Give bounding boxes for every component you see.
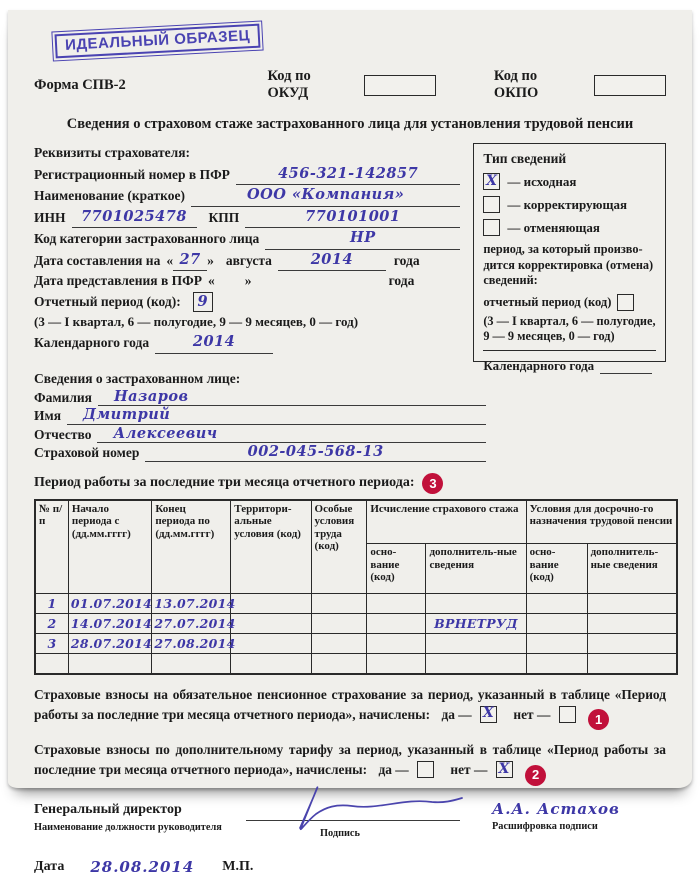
col-header-special: Особые условия труда (код) xyxy=(311,500,367,594)
patronymic-label: Отчество xyxy=(34,426,92,442)
calendar-year-field: 2014 xyxy=(155,332,273,354)
snils-field: 002-045-568-13 xyxy=(145,443,486,462)
insured-section xyxy=(34,370,486,462)
reg-number-field: 456-321-142857 xyxy=(236,164,460,186)
panel-report-period-box xyxy=(617,294,634,311)
panel-calendar-label: Календарного года xyxy=(483,357,595,373)
form-paper xyxy=(8,10,692,876)
surname-line xyxy=(34,388,486,407)
date-row xyxy=(34,859,666,875)
submitted-date-label: Дата представления в ПФР xyxy=(34,273,202,288)
report-period-hint: (3 — I квартал, 6 — полугодие, 9 — 9 месяцев, 0 — год) xyxy=(34,314,359,329)
reg-number-label: Регистрационный номер в ПФР xyxy=(34,166,230,182)
col-header-end: Конец периода по (дд.мм.гггг) xyxy=(152,500,231,594)
calendar-year-line xyxy=(34,332,460,354)
col-header-start: Начало периода с (дд.мм.гггг) xyxy=(68,500,151,594)
signature-scribble xyxy=(286,772,476,832)
panel-report-period-label: отчетный период (код) xyxy=(483,294,612,309)
category-label: Код категории застрахованного лица xyxy=(34,231,260,246)
correction-note: период, за который произво-дится корректировка (отмена) сведений: xyxy=(483,242,654,287)
report-period-line xyxy=(34,292,460,313)
work-table-title-row xyxy=(34,473,666,494)
group-header-calc: Исчисление страхового стажа xyxy=(367,500,526,544)
panel-calendar-line xyxy=(483,350,656,374)
inn-field: 7701025478 xyxy=(72,207,197,229)
insurer-section xyxy=(34,143,460,362)
firstname-label: Имя xyxy=(34,408,61,423)
contribution-statement-1 xyxy=(34,685,666,731)
name-caption: Расшифровка подписи xyxy=(492,820,598,832)
okud-label: Код по ОКУД xyxy=(267,68,311,101)
stamp-text: ИДЕАЛЬНЫЙ ОБРАЗЕЦ xyxy=(55,24,261,59)
date-label: Дата xyxy=(34,858,65,874)
form-code-row xyxy=(34,68,666,102)
okpo-box xyxy=(594,75,666,96)
category-line xyxy=(34,228,460,250)
compiled-year-field: 2014 xyxy=(278,250,386,272)
signature-column xyxy=(252,802,464,839)
badge-2: 2 xyxy=(525,765,546,786)
kpp-field: 770101001 xyxy=(245,207,460,229)
sub-header-extra-1: дополнитель-ные сведения xyxy=(426,544,526,594)
badge-1: 1 xyxy=(588,709,609,730)
surname-label: Фамилия xyxy=(34,389,92,405)
initial-label: — исходная xyxy=(507,173,577,189)
firstname-field: Дмитрий xyxy=(67,406,486,425)
insured-section-title: Сведения о застрахованном лице: xyxy=(34,371,241,386)
form-name: Форма СПВ-2 xyxy=(34,76,126,93)
col-header-territorial: Территори-альные условия (код) xyxy=(231,500,311,594)
contribution-2-yes-label: да — xyxy=(378,762,409,777)
sub-header-basis-1: осно-вание (код) xyxy=(367,544,426,594)
date-value: 28.08.2014 xyxy=(90,857,195,876)
signature-name: А.А. Астахов xyxy=(492,799,620,818)
document-title: Сведения о страховом стаже застрахованного лица для установления трудовой пенсии xyxy=(66,116,634,132)
contribution-2-text: Страховые взносы по дополнительному тарифу за период, указанный в таблице «Период работы за последние три месяца отчетного периода», начислены: xyxy=(34,742,666,777)
contribution-1-no-label: нет — xyxy=(513,706,551,722)
surname-field: Назаров xyxy=(98,388,486,407)
col-header-num: № п/п xyxy=(35,500,68,594)
group-header-early: Условия для досрочно-го назначения трудовой пенсии xyxy=(526,500,677,544)
contribution-1-yes-label: да — xyxy=(441,706,472,722)
correcting-checkbox xyxy=(483,196,500,213)
position-caption: Наименование должности руководителя xyxy=(34,821,222,833)
badge-3: 3 xyxy=(422,473,443,494)
option-cancelling xyxy=(483,219,656,236)
contribution-2-no-checkbox: Х xyxy=(496,761,513,778)
ideal-sample-stamp xyxy=(51,20,263,61)
table-row: 3 28.07.2014 27.08.2014 xyxy=(35,634,677,654)
patronymic-line xyxy=(34,425,486,444)
compiled-month: августа xyxy=(225,252,272,268)
cancelling-label: — отменяющая xyxy=(507,219,600,235)
submitted-date-line xyxy=(34,271,460,292)
initial-checkbox: Х xyxy=(483,173,500,190)
report-period-label: Отчетный период (код): xyxy=(34,293,181,309)
report-period-box: 9 xyxy=(193,292,213,312)
work-table-title: Период работы за последние три месяца отчетного периода: xyxy=(34,475,415,490)
compiled-date-line xyxy=(34,250,460,272)
table-row: 2 14.07.2014 27.07.2014 ВРНЕТРУД xyxy=(35,614,677,634)
main-columns xyxy=(34,143,666,373)
signature-block xyxy=(34,799,666,839)
info-type-title: Тип сведений xyxy=(483,151,567,166)
cancelling-checkbox xyxy=(483,219,500,236)
position-column xyxy=(34,802,252,833)
stamp-place-mark: М.П. xyxy=(222,858,254,874)
option-correcting xyxy=(483,196,656,213)
insurer-section-title: Реквизиты страхователя: xyxy=(34,145,191,160)
info-type-panel xyxy=(473,143,666,373)
sub-header-basis-2: осно-вание (код) xyxy=(526,544,587,594)
calendar-year-label: Календарного года xyxy=(34,335,150,350)
snils-line xyxy=(34,443,486,462)
compiled-day-field: 27 xyxy=(173,250,207,272)
org-name-line xyxy=(34,185,460,207)
name-column xyxy=(464,799,666,833)
close-quote2: » xyxy=(244,273,252,288)
category-field: НР xyxy=(265,228,460,250)
org-name-label: Наименование (краткое) xyxy=(34,188,186,203)
okpo-group xyxy=(494,68,666,102)
compiled-date-label: Дата составления на xyxy=(34,252,161,268)
sub-header-extra-2: дополнитель-ные сведения xyxy=(587,544,677,594)
kpp-label: КПП xyxy=(208,209,240,225)
close-quote: » xyxy=(207,252,214,268)
reg-number-line xyxy=(34,164,460,186)
inn-label: ИНН xyxy=(34,209,66,225)
open-quote2: « xyxy=(208,273,215,288)
okud-box xyxy=(364,75,436,96)
table-row: 1 01.07.2014 13.07.2014 xyxy=(35,594,677,614)
work-periods-table xyxy=(34,499,678,675)
inn-kpp-line xyxy=(34,207,460,229)
correcting-label: — корректирующая xyxy=(507,196,627,212)
panel-report-period xyxy=(483,294,656,311)
year-word: года xyxy=(393,252,420,268)
contribution-2-no-label: нет — xyxy=(450,762,488,777)
okud-group xyxy=(268,68,436,102)
contribution-1-text: Страховые взносы на обязательное пенсионное страхование за период, указанный в таблице «Период работы за последние три месяца отчетного периода», начислены: xyxy=(34,686,666,722)
contribution-1-no-checkbox xyxy=(559,706,576,723)
year-word2: года xyxy=(388,273,415,288)
panel-period-hint: (3 — I квартал, 6 — полугодие, 9 — 9 месяцев, 0 — год) xyxy=(483,313,656,343)
firstname-line xyxy=(34,406,486,425)
sign-caption: Подпись xyxy=(320,827,360,839)
contribution-1-yes-checkbox: Х xyxy=(480,706,497,723)
option-initial xyxy=(483,173,656,190)
position-value: Генеральный директор xyxy=(34,801,182,817)
table-row xyxy=(35,654,677,674)
org-name-field: ООО «Компания» xyxy=(191,185,460,207)
snils-label: Страховой номер xyxy=(34,445,140,460)
panel-calendar-field xyxy=(600,356,652,374)
patronymic-field: Алексеевич xyxy=(97,425,486,444)
open-quote: « xyxy=(166,252,174,268)
okpo-label: Код по ОКПО xyxy=(493,68,539,101)
